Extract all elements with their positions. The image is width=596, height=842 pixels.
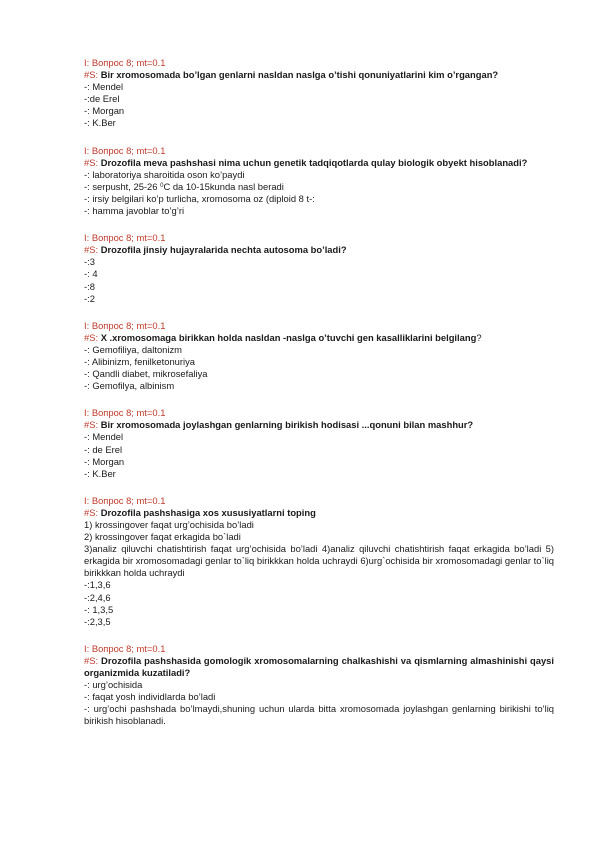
question-block [84,320,554,393]
answer-option: -:2,4,6 [84,591,111,603]
answer-option: -: faqat yosh individlarda bo’ladi [84,691,216,703]
question-tag: #S: [84,69,99,81]
statement-item: 2) krossingover faqat erkagida bo`ladi [84,531,241,543]
answer-option: -: 1,3,5 [84,603,114,615]
answer-option: -: de Erel [84,443,123,455]
question-tag: #S: [84,156,99,168]
degree-superscript: 0 [160,182,164,189]
question-stem [84,419,554,431]
statement-item: 1) krossingover faqat urg’ochisida bo’ladi [84,519,254,530]
answer-option: -: Qandli diabet, mikrosefaliya [84,368,208,380]
answer-option: -:de Erel [84,93,120,105]
answer-option: -:3 [84,256,95,268]
question-block [84,643,554,728]
question-block [84,145,554,218]
question-block [84,495,554,628]
answer-option: -: Gemofilya, albinism [84,380,175,392]
question-tag: #S: [84,506,99,518]
question-text: Bir xromosomada bo’lgan genlarni nasldan naslga o’tishi qonuniyatlarini kim o’rgangan? [100,69,499,81]
question-stem [84,655,554,679]
question-header: I: Вопрос 8; mt=0.1 [84,57,166,68]
answer-option: -: laboratoriya sharoitida oson ko’paydi [84,168,245,180]
question-mark: ? [476,331,482,343]
question-stem [84,244,554,256]
question-header: I: Вопрос 8; mt=0.1 [84,232,166,244]
statement-paragraph: 3)analiz qiluvchi chatishtirish faqat urg’ochisida bo’ladi 4)analiz qiluvchi chatishtirish faqat erkagida bo’ladi 5) erkagida bir xromosomadagi genlar to`liq birikkkan holda uchraydi 6)urg`ochisida bir xromosomadagi genlar to`liq birikkkan holda uchraydi [84,543,554,579]
answer-option: -: K.Ber [84,117,116,129]
question-stem [84,157,554,169]
question-header: I: Вопрос 8; mt=0.1 [84,407,166,419]
answer-option: -: Morgan [84,455,125,467]
answer-option: -: urg’ochi pashshada bo’lmaydi,shuning uchun ularda bitta xromosomada joylashgan genlarning birikishi to’liq birikish hisoblanadi. [84,703,554,727]
answer-option: -:1,3,6 [84,579,111,591]
question-block [84,407,554,480]
answer-option: -:8 [84,280,95,292]
question-header: I: Вопрос 8; mt=0.1 [84,144,166,156]
question-text: Drozofila pashshasida gomologik xromosomalarning chalkashishi va qismlarning almashinishi qaysi organizmida kuzatiladi? [84,654,555,679]
answer-option: -: hamma javoblar to’g’ri [84,205,185,217]
answer-option [84,181,554,193]
answer-option: -: Morgan [84,105,125,117]
answer-option: -:2 [84,292,95,304]
question-text: X .xromosomaga birikkan holda nasldan -naslga o’tuvchi gen kasalliklarini belgilang [100,331,477,343]
answer-option: -: K.Ber [84,467,116,479]
question-tag: #S: [84,419,99,431]
question-block [84,232,554,305]
answer-option: -: 4 [84,268,98,280]
question-text: Drozofila pashshasiga xos xususiyatlarni toping [100,506,316,518]
answer-option: -: urg’ochisida [84,679,143,691]
question-tag: #S: [84,331,99,343]
question-text: Bir xromosomada joylashgan genlarning birikish hodisasi ...qonuni bilan mashhur? [100,419,474,431]
question-stem [84,507,554,519]
answer-option: -: irsiy belgilari ko’p turlicha, xromosoma oz (diploid 8 t-: [84,192,315,204]
option-text: -: serpusht, 25-26 [84,180,161,192]
question-header: I: Вопрос 8; mt=0.1 [84,642,166,654]
answer-option: -: Mendel [84,431,124,443]
question-text: Drozofila jinsiy hujayralarida nechta autosoma bo’ladi? [100,244,347,256]
question-stem [84,332,554,344]
question-block [84,57,554,130]
question-stem [84,69,554,81]
question-list [84,57,554,743]
question-header: I: Вопрос 8; mt=0.1 [84,319,166,331]
answer-option: -:2,3,5 [84,615,111,627]
option-text-rest: C da 10-15kunda nasl beradi [163,180,284,192]
answer-option: -: Gemofiliya, daltonizm [84,343,182,355]
answer-option: -: Mendel [84,81,124,93]
question-tag: #S: [84,244,99,256]
question-text: Drozofila meva pashshasi nima uchun genetik tadqiqotlarda qulay biologik obyekt hisoblanadi? [100,156,528,168]
question-tag: #S: [84,654,99,666]
question-header: I: Вопрос 8; mt=0.1 [84,494,166,506]
answer-option: -: Alibinizm, fenilketonuriya [84,355,195,367]
